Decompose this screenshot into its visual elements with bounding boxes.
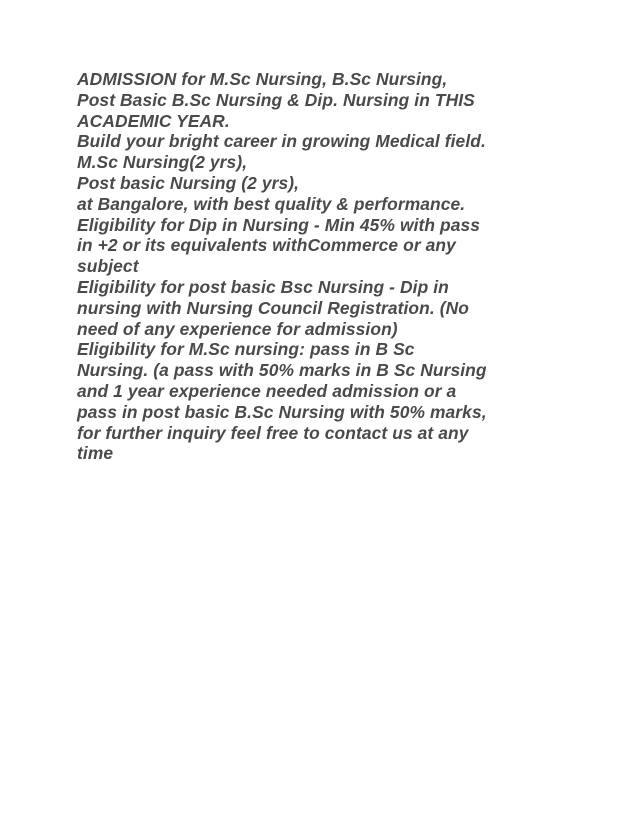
text-line: Eligibility for post basic Bsc Nursing - Dip in [77, 276, 449, 297]
text-line: at Bangalore, with best quality & performance. [77, 193, 466, 214]
text-line: Post Basic B.Sc Nursing & Dip. Nursing in THIS [77, 89, 475, 110]
text-line: ADMISSION for M.Sc Nursing, B.Sc Nursing, [77, 69, 448, 89]
text-line: need of any experience for admission) [77, 318, 398, 339]
text-line: Eligibility for Dip in Nursing - Min 45% with pass [77, 214, 481, 235]
text-line: nursing with Nursing Council Registration. (No [77, 297, 470, 318]
text-line: Nursing. (a pass with 50% marks in B Sc Nursing [77, 360, 487, 381]
text-line: for further inquiry feel free to contact us at any [77, 422, 469, 443]
text-line: and 1 year experience needed admission or a [77, 380, 457, 401]
text-line: M.Sc Nursing(2 yrs), [77, 152, 248, 173]
document-body [77, 69, 577, 464]
text-line: Build your bright career in growing Medical field. [77, 131, 486, 152]
text-line: Post basic Nursing (2 yrs), [77, 172, 300, 193]
text-line: in +2 or its equivalents withCommerce or any [77, 235, 456, 256]
text-line: subject [77, 256, 139, 277]
text-line: ACADEMIC YEAR. [77, 110, 230, 131]
text-line: time [77, 443, 114, 464]
text-line: pass in post basic B.Sc Nursing with 50% marks, [77, 401, 487, 422]
text-line: Eligibility for M.Sc nursing: pass in B Sc [77, 339, 415, 360]
